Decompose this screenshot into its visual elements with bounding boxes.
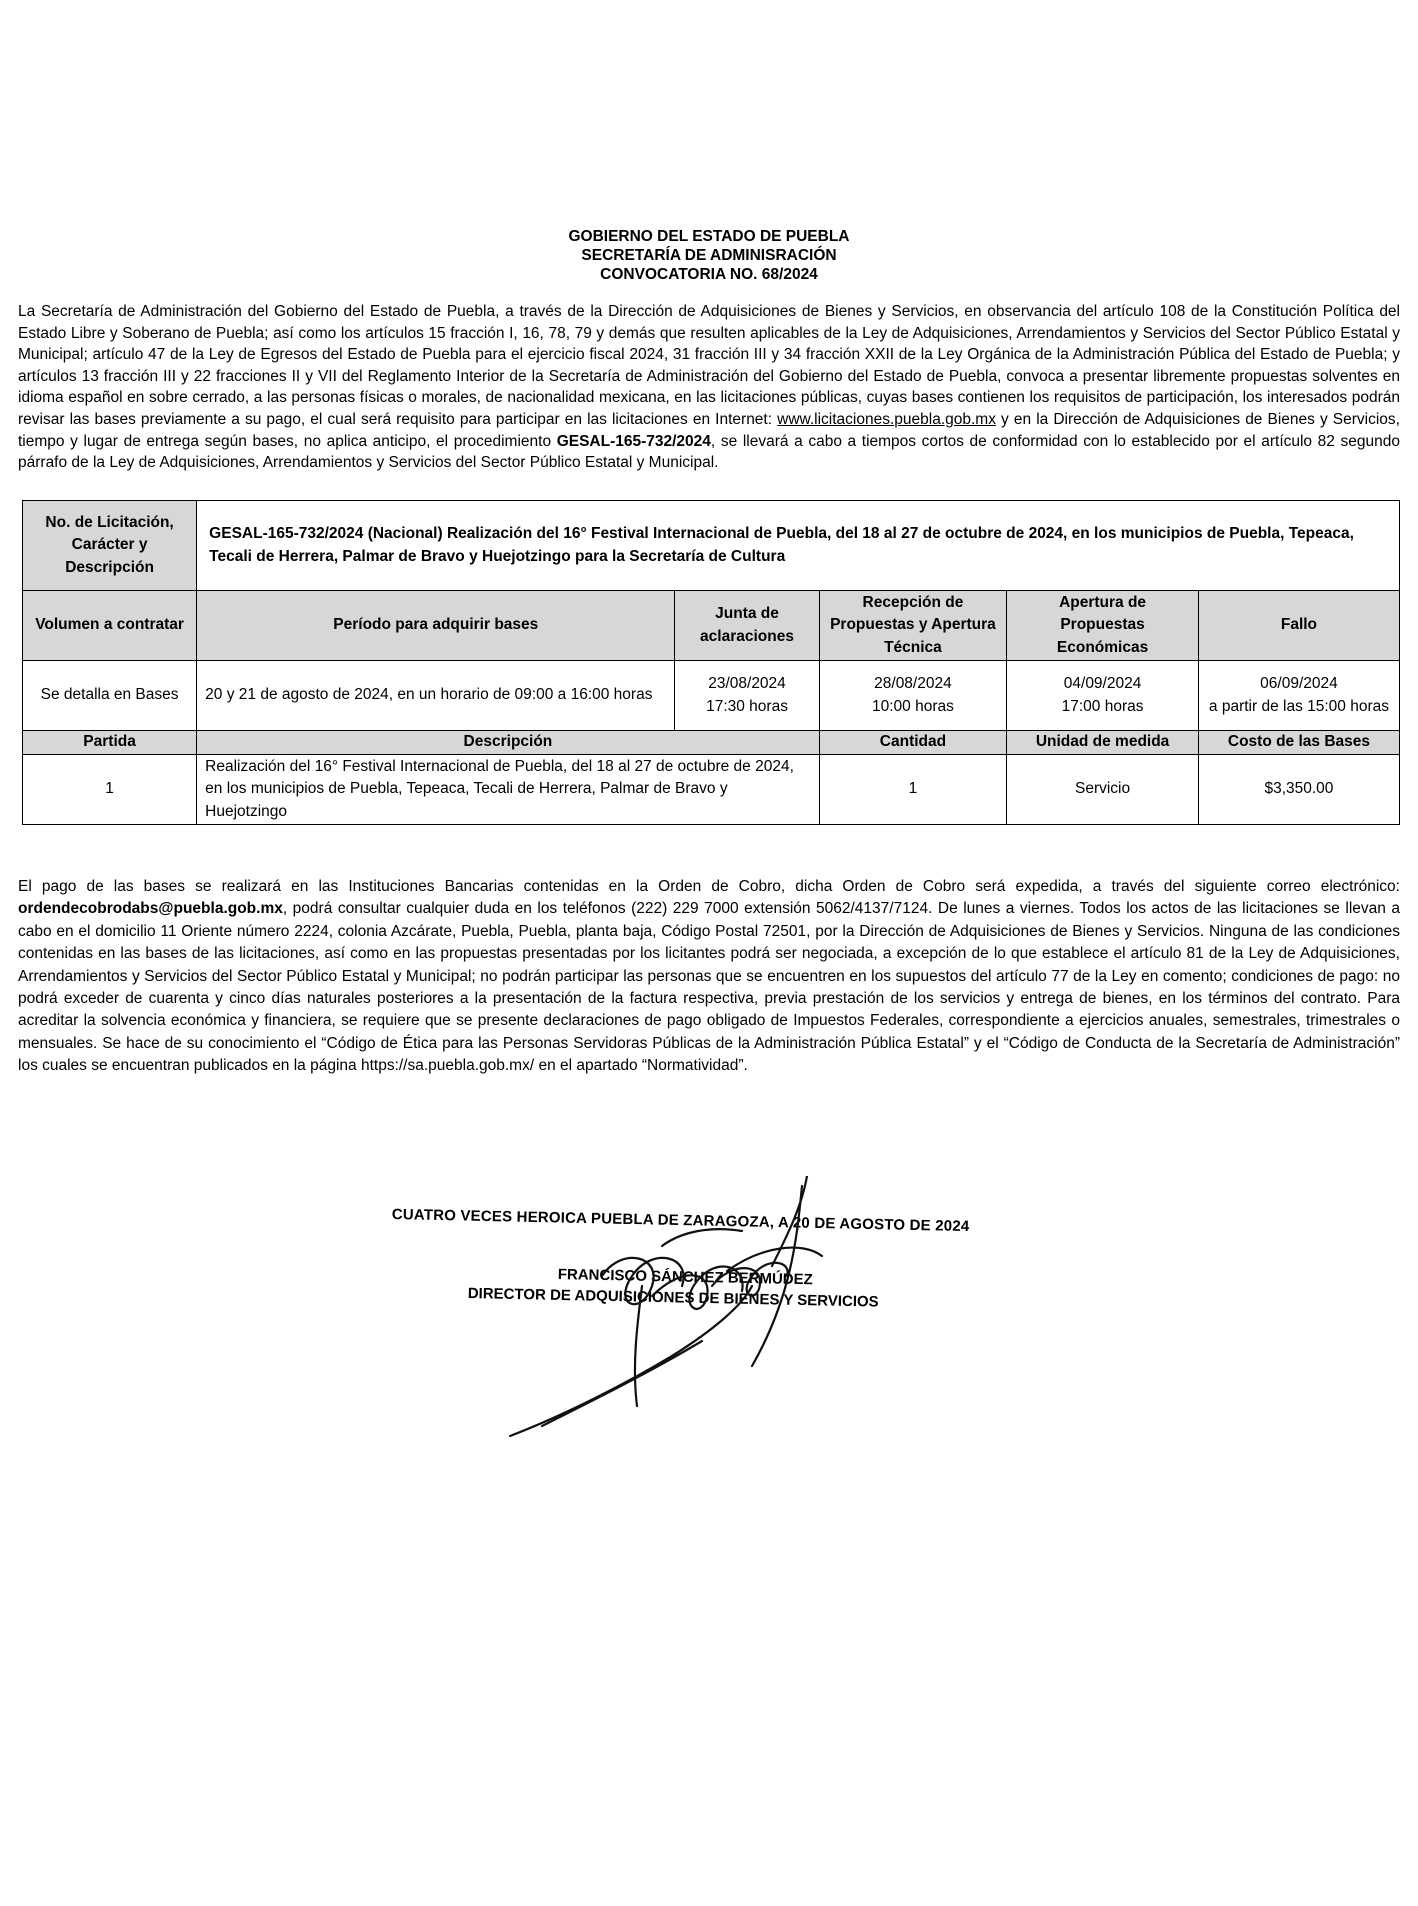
header-costo: Costo de las Bases bbox=[1198, 731, 1399, 755]
handwritten-signature bbox=[502, 1176, 862, 1446]
apertura-date: 04/09/2024 bbox=[1063, 675, 1142, 692]
header-apertura: Apertura de Propuestas Económicas bbox=[1007, 591, 1199, 661]
header-cantidad: Cantidad bbox=[819, 731, 1007, 755]
value-junta bbox=[675, 661, 819, 731]
licitacion-description: GESAL-165-732/2024 (Nacional) Realización del 16° Festival Internacional de Puebla, del 18 al 27 de octubre de 2024, en los municipios de Puebla, Tepeaca, Tecali de Herrera, Palmar de Bravo y Huejotzingo para la Secretaría de Cultura bbox=[197, 501, 1400, 591]
value-periodo: 20 y 21 de agosto de 2024, en un horario de 09:00 a 16:00 horas bbox=[197, 661, 675, 731]
schedule-values-row bbox=[23, 661, 1400, 731]
licitacion-label: No. de Licitación, Carácter y Descripción bbox=[23, 501, 197, 591]
schedule-header-row bbox=[23, 591, 1400, 661]
header-unidad: Unidad de medida bbox=[1007, 731, 1199, 755]
footer-text-1: El pago de las bases se realizará en las Instituciones Bancarias contenidas en la Orden de Cobro, dicha Orden de Cobro será expedida, a través del siguiente correo electrónico: bbox=[18, 878, 1400, 895]
value-fallo bbox=[1198, 661, 1399, 731]
document-header bbox=[0, 227, 1418, 284]
junta-time: 17:30 horas bbox=[706, 697, 788, 715]
item-partida: 1 bbox=[23, 755, 197, 825]
apertura-time: 17:00 horas bbox=[1061, 697, 1144, 715]
recepcion-date: 28/08/2024 bbox=[874, 675, 952, 692]
licitacion-row bbox=[23, 501, 1400, 591]
contact-email[interactable]: ordendecobrodabs@puebla.gob.mx bbox=[18, 900, 283, 918]
header-junta: Junta de aclaraciones bbox=[675, 591, 819, 661]
signatory-name: FRANCISCO SÁNCHEZ BERMÚDEZ bbox=[557, 1266, 813, 1289]
signatory-title: DIRECTOR DE ADQUISICIONES DE BIENES Y SERVICIOS bbox=[467, 1285, 879, 1311]
intro-text-3: , se llevará a cabo a tiempos cortos de conformidad con lo establecido por el artículo 82 segundo párrafo de la Ley de Adquisiciones, Arrendamientos y Servicios del Sector Público Estatal y Municipal. bbox=[18, 432, 1400, 472]
header-periodo: Período para adquirir bases bbox=[197, 591, 675, 661]
value-apertura bbox=[1007, 661, 1199, 731]
item-cantidad: 1 bbox=[819, 755, 1007, 825]
secretariat-name: SECRETARÍA DE ADMINISRACIÓN bbox=[581, 247, 837, 264]
footer-text-2: , podrá consultar cualquier duda en los teléfonos (222) 229 7000 extensión 5062/4137/7124. De lunes a viernes. Todos los actos de las licitaciones se llevan a cabo en el domicilio 11 Oriente número 2224, colonia Azcárate, Puebla, Puebla, planta baja, Código Postal 72501, por la Dirección de Adquisiciones de Bienes y Servicios. Ninguna de las condiciones contenidas en las bases de las licitaciones, así como en las propuestas presentadas por los licitantes podrá ser negociada, a excepción de lo que establece el artículo 81 de la Ley de Adquisiciones, Arrendamientos y Servicios del Sector Público Estatal y Municipal; no podrán participar las personas que se encuentren en los supuestos del artículo 77 de la Ley en comento; condiciones de pago: no podrá exceder de cuarenta y cinco días naturales posteriores a la presentación de la factura respectiva, previa prestación de los servicios y entrega de bienes, en los términos del contrato. Para acreditar la solvencia económica y financiera, se requiere que se presente declaraciones de pago obligado de Impuestos Federales, correspondiente a ejercicios anuales, semestrales, trimestrales o mensuales. Se hace de su conocimiento el “Código de Ética para las Personas Servidoras Públicas de la Administración Pública Estatal” y el “Código de Conducta de la Secretaría de Administración” los cuales se encuentran publicados en la página https://sa.puebla.gob.mx/ en el apartado “Normatividad”. bbox=[18, 900, 1400, 1075]
tender-table bbox=[22, 500, 1400, 825]
header-volumen: Volumen a contratar bbox=[23, 591, 197, 661]
intro-text-2: y en la Dirección de Adquisiciones de Bienes y Servicios, tiempo y lugar de entrega según bases, no aplica anticipo, el procedimiento bbox=[18, 410, 1400, 450]
item-descripcion: Realización del 16° Festival Internacional de Puebla, del 18 al 27 de octubre de 2024, en los municipios de Puebla, Tepeaca, Tecali de Herrera, Palmar de Bravo y Huejotzingo bbox=[197, 755, 819, 825]
licitaciones-link[interactable]: www.licitaciones.puebla.gob.mx bbox=[777, 410, 996, 428]
header-fallo: Fallo bbox=[1198, 591, 1399, 661]
value-volumen: Se detalla en Bases bbox=[23, 661, 197, 731]
item-unidad: Servicio bbox=[1007, 755, 1199, 825]
value-recepcion bbox=[819, 661, 1007, 731]
item-costo: $3,350.00 bbox=[1198, 755, 1399, 825]
items-header-row bbox=[23, 731, 1400, 755]
intro-paragraph bbox=[18, 301, 1400, 474]
signature-block bbox=[392, 1196, 1062, 1456]
government-name: GOBIERNO DEL ESTADO DE PUEBLA bbox=[568, 228, 850, 245]
fallo-date: 06/09/2024 bbox=[1260, 675, 1338, 692]
recepcion-time: 10:00 horas bbox=[872, 697, 954, 715]
header-recepcion: Recepción de Propuestas y Apertura Técnica bbox=[819, 591, 1007, 661]
fallo-time: a partir de las 15:00 horas bbox=[1208, 697, 1389, 715]
header-partida: Partida bbox=[23, 731, 197, 755]
footer-paragraph bbox=[18, 876, 1400, 1078]
procedure-code: GESAL-165-732/2024 bbox=[556, 432, 711, 450]
header-descripcion: Descripción bbox=[197, 731, 819, 755]
place-and-date: CUATRO VECES HEROICA PUEBLA DE ZARAGOZA, A 20 DE AGOSTO DE 2024 bbox=[391, 1206, 970, 1236]
call-number: CONVOCATORIA NO. 68/2024 bbox=[600, 266, 818, 283]
junta-date: 23/08/2024 bbox=[708, 675, 786, 692]
table-row bbox=[23, 755, 1400, 825]
intro-text-1: La Secretaría de Administración del Gobierno del Estado de Puebla, a través de la Dirección de Adquisiciones de Bienes y Servicios, en observancia del artículo 108 de la Constitución Política del Estado Libre y Soberano de Puebla; así como los artículos 15 fracción I, 16, 78, 79 y demás que resulten aplicables de la Ley de Adquisiciones, Arrendamientos y Servicios del Sector Público Estatal y Municipal; artículo 47 de la Ley de Egresos del Estado de Puebla para el ejercicio fiscal 2024, 31 fracción III y 34 fracción XXII de la Ley Orgánica de la Administración Pública del Estado de Puebla; y artículos 13 fracción III y 22 fracciones II y VII del Reglamento Interior de la Secretaría de Administración del Gobierno del Estado de Puebla, convoca a presentar libremente propuestas solventes en idioma español en sobre cerrado, a las personas físicas o morales, de nacionalidad mexicana, en las licitaciones públicas, cuyas bases contienen los requisitos de participación, los interesados podrán revisar las bases previamente a su pago, el cual será requisito para participar en las licitaciones en Internet: bbox=[18, 303, 1400, 428]
